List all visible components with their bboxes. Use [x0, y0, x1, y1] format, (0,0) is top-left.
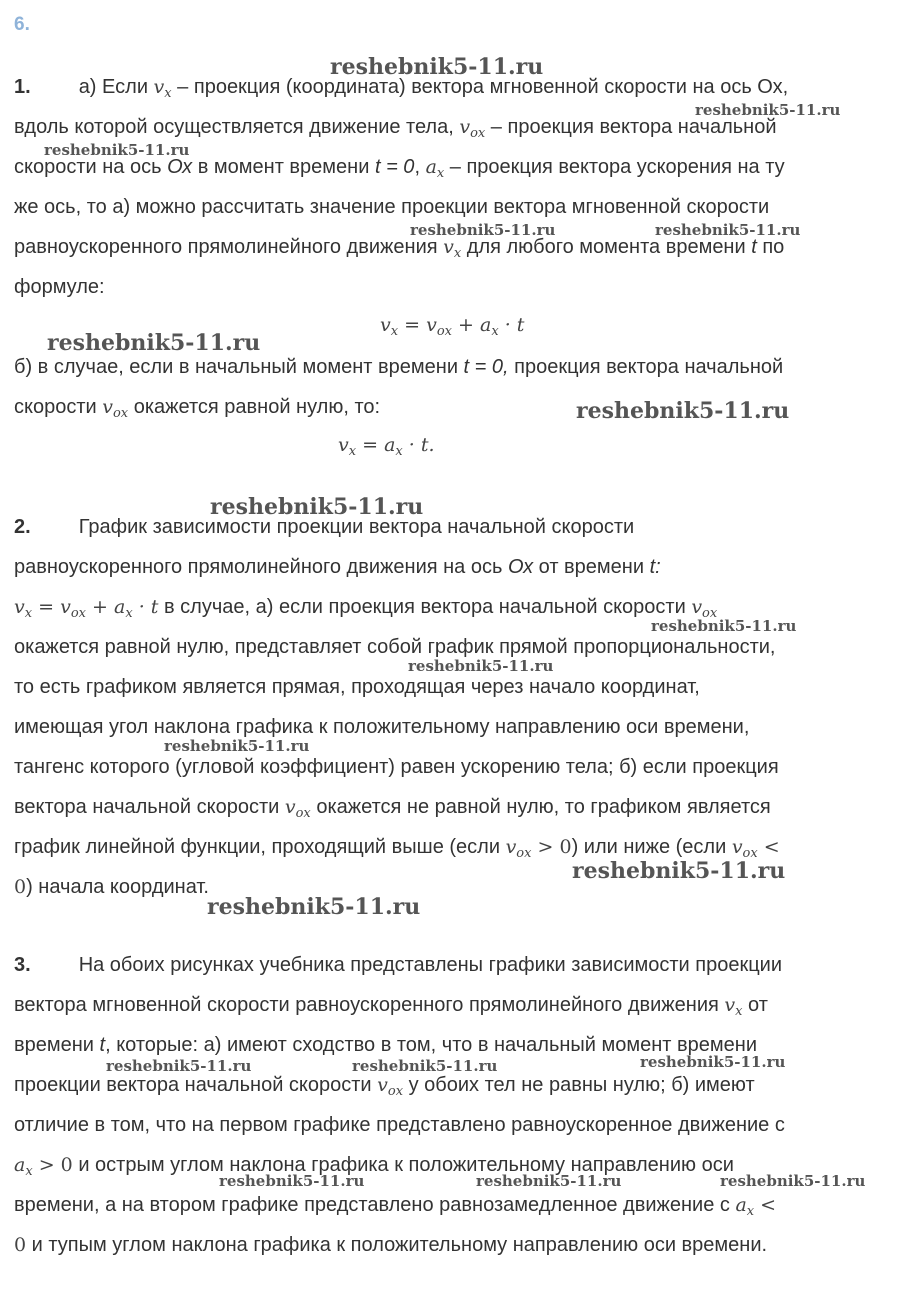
math-vox: $v_{ox}$ — [731, 836, 758, 861]
text: а) Если — [78, 76, 154, 98]
watermark: reshebnik5-11.ru — [640, 1053, 786, 1071]
watermark: reshebnik5-11.ru — [476, 1172, 622, 1190]
watermark: reshebnik5-11.ru — [572, 858, 786, 884]
text: б) в случае, если в начальный момент времени — [14, 356, 464, 378]
text: от — [742, 994, 768, 1016]
s3-line-8 — [14, 1232, 767, 1258]
s2-line-10 — [14, 874, 209, 900]
s2-line-3 — [14, 594, 717, 620]
text: – проекция (координата) вектора мгновенной скорости на ось Ох, — [171, 76, 789, 98]
s3-line-5: отличие в том, что на первом графике представлено равноускоренное движение с — [14, 1114, 785, 1136]
watermark: reshebnik5-11.ru — [655, 221, 801, 239]
math-vx: $v_x$ — [153, 76, 172, 101]
watermark: reshebnik5-11.ru — [207, 894, 421, 920]
s1-line-4: же ось, то а) можно рассчитать значение проекции вектора мгновенной скорости — [14, 196, 770, 218]
math-vox: $v_{ox}$ — [102, 396, 129, 421]
text-t0: t = 0, — [463, 356, 509, 378]
watermark: reshebnik5-11.ru — [720, 1172, 866, 1190]
watermark: reshebnik5-11.ru — [106, 1057, 252, 1075]
watermark: reshebnik5-11.ru — [651, 617, 797, 635]
s2-line-6: имеющая угол наклона графика к положительному направлению оси времени, — [14, 716, 750, 738]
math-lt: < — [757, 836, 780, 858]
s2-line-8 — [14, 794, 771, 820]
math-vox: $v_{ox}$ — [505, 836, 532, 861]
math-vx: $v_x$ — [443, 236, 462, 261]
watermark: reshebnik5-11.ru — [164, 737, 310, 755]
watermark: reshebnik5-11.ru — [47, 330, 261, 356]
s2-line-2 — [14, 554, 661, 580]
text: проекция вектора начальной — [508, 356, 784, 378]
text: вдоль которой осуществляется движение тела, — [14, 116, 460, 138]
text: проекции вектора начальной скорости — [14, 1074, 378, 1096]
text: у обоих тел не равны нулю; б) имеют — [403, 1074, 755, 1096]
page-title: 6. — [14, 14, 30, 35]
text: , которые: а) имеют сходство в том, что в начальный момент времени — [105, 1034, 757, 1056]
formula-2: $v_x = a_x \cdot t$. — [338, 434, 435, 459]
text: окажется равной нулю, то: — [128, 396, 381, 418]
s1-line-8 — [14, 394, 380, 420]
math-formula: $v_x = v_{ox} + a_x \cdot t$ — [14, 596, 159, 621]
text: в случае, а) если проекция вектора начальной скорости — [158, 596, 692, 618]
text: времени — [14, 1034, 100, 1056]
text-t: t — [751, 236, 757, 258]
text: вектора начальной скорости — [14, 796, 285, 818]
math-zero: 0 — [14, 1234, 27, 1256]
text: равноускоренного прямолинейного движения на ось — [14, 556, 508, 578]
text: – проекция вектора ускорения на ту — [444, 156, 785, 178]
s2-line-4: окажется равной нулю, представляет собой график прямой пропорциональности, — [14, 636, 776, 658]
text: вектора мгновенной скорости равноускоренного прямолинейного движения — [14, 994, 725, 1016]
text: окажется не равной нулю, то графиком является — [310, 796, 771, 818]
s2-line-7: тангенс которого (угловой коэффициент) равен ускорению тела; б) если проекция — [14, 756, 779, 778]
watermark: reshebnik5-11.ru — [408, 657, 554, 675]
text: в момент времени — [192, 156, 375, 178]
s3-line-7 — [14, 1192, 776, 1218]
text: от времени — [533, 556, 650, 578]
s3-line-4 — [14, 1072, 755, 1098]
watermark: reshebnik5-11.ru — [330, 54, 544, 80]
section-number: 2. — [14, 516, 31, 538]
text: , — [414, 156, 426, 178]
math-lt: < — [754, 1194, 777, 1216]
formula-1: $v_x = v_{ox} + a_x \cdot t$ — [380, 314, 525, 339]
s3-line-6 — [14, 1152, 734, 1178]
s3-line-1 — [14, 952, 782, 978]
math-vox: $v_{ox}$ — [691, 596, 718, 621]
math-ax: $a_x$ — [735, 1194, 755, 1219]
watermark: reshebnik5-11.ru — [695, 101, 841, 119]
math-ax: $a_x$ — [425, 156, 445, 181]
text: и тупым углом наклона графика к положительному направлению оси времени. — [26, 1234, 768, 1256]
text: На обоих рисунках учебника представлены графики зависимости проекции — [78, 954, 783, 976]
math-vox: $v_{ox}$ — [459, 116, 486, 141]
math-gt-zero: > 0 — [32, 1154, 73, 1176]
text: времени, а на втором графике представлено равнозамедленное движение с — [14, 1194, 736, 1216]
watermark: reshebnik5-11.ru — [44, 141, 190, 159]
text: для любого момента времени — [461, 236, 752, 258]
text: ) или ниже (если — [571, 836, 732, 858]
math-zero: 0 — [14, 876, 27, 898]
math-gt-zero: > 0 — [531, 836, 572, 858]
text: скорости — [14, 396, 103, 418]
watermark: reshebnik5-11.ru — [219, 1172, 365, 1190]
watermark: reshebnik5-11.ru — [576, 398, 790, 424]
text: – проекция вектора начальной — [485, 116, 777, 138]
math-ax: $a_x$ — [14, 1154, 33, 1179]
watermark: reshebnik5-11.ru — [352, 1057, 498, 1075]
text-ox: Ох — [507, 556, 534, 578]
watermark: reshebnik5-11.ru — [410, 221, 556, 239]
s1-line-6: формуле: — [14, 276, 105, 298]
text: по — [756, 236, 785, 258]
s2-line-9 — [14, 834, 780, 860]
text: скорости на ось — [14, 156, 168, 178]
section-number: 1. — [14, 76, 31, 98]
watermark: reshebnik5-11.ru — [210, 494, 424, 520]
math-vox: $v_{ox}$ — [377, 1074, 404, 1099]
s1-line-7 — [14, 354, 783, 380]
text: ) начала координат. — [26, 876, 209, 898]
math-vx: $v_x$ — [724, 994, 743, 1019]
text-t: t: — [649, 556, 661, 578]
text-t: t — [99, 1034, 106, 1056]
s1-line-2 — [14, 114, 777, 140]
s2-line-5: то есть графиком является прямая, проходящая через начало координат, — [14, 676, 700, 698]
text: равноускоренного прямолинейного движения — [14, 236, 444, 258]
text: график линейной функции, проходящий выше (если — [14, 836, 506, 858]
section-number: 3. — [14, 954, 31, 976]
s3-line-2 — [14, 992, 768, 1018]
text: График зависимости проекции вектора начальной скорости — [78, 516, 635, 538]
text-ox: Ох — [167, 156, 193, 178]
math-vox: $v_{ox}$ — [284, 796, 311, 821]
text-t0: t = 0 — [374, 156, 415, 178]
text: и острым углом наклона графика к положительному направлению оси — [72, 1154, 734, 1176]
